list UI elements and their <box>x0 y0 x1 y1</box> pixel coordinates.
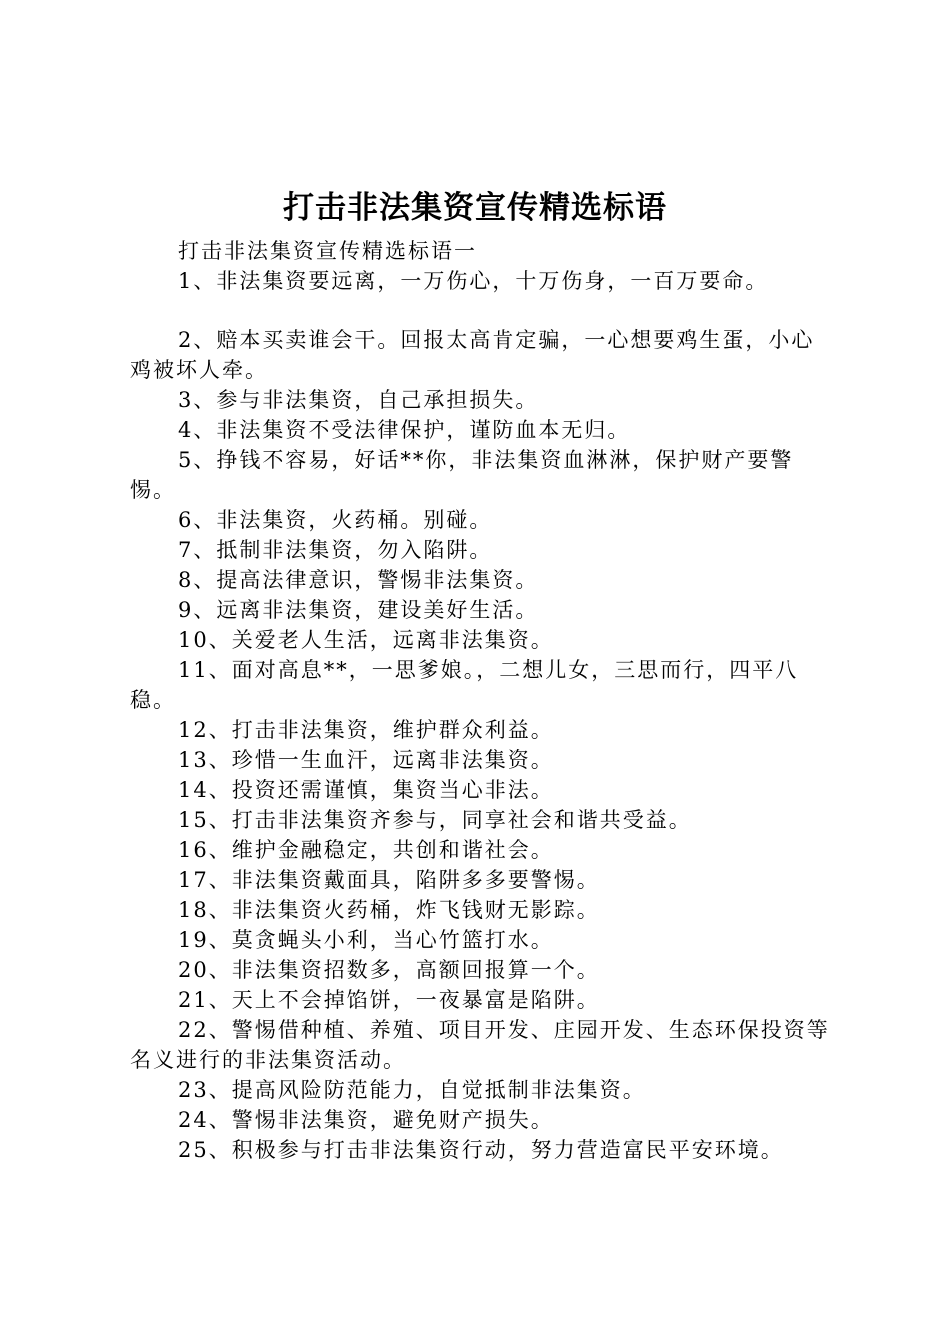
slogan-item: 6、非法集资，火药桶。别碰。 <box>178 508 493 532</box>
slogan-item: 11、面对高息**，一思爹娘。，二想儿女，三思而行，四平八稳。 <box>130 658 799 712</box>
slogan-item: 15、打击非法集资齐参与，同享社会和谐共受益。 <box>178 808 692 832</box>
slogan-item: 22、警惕借种植、养殖、项目开发、庄园开发、生态环保投资等名义进行的非法集资活动。 <box>130 1018 830 1072</box>
document-body <box>130 236 835 1165</box>
paragraph-subtitle: 打击非法集资宣传精选标语一 <box>178 239 477 263</box>
slogan-item: 20、非法集资招数多，高额回报算一个。 <box>178 958 600 982</box>
slogan-item: 14、投资还需谨慎，集资当心非法。 <box>178 778 554 802</box>
document-title: 打击非法集资宣传精选标语 <box>283 190 667 226</box>
slogan-item: 5、挣钱不容易，好话**你，非法集资血淋淋，保护财产要警惕。 <box>130 448 794 502</box>
slogan-item: 21、天上不会掉馅饼，一夜暴富是陷阱。 <box>178 988 600 1012</box>
slogan-item: 13、珍惜一生血汗，远离非法集资。 <box>178 748 554 772</box>
slogan-item: 7、抵制非法集资，勿入陷阱。 <box>178 538 493 562</box>
slogan-item: 12、打击非法集资，维护群众利益。 <box>178 718 554 742</box>
slogan-item: 8、提高法律意识，警惕非法集资。 <box>178 568 539 592</box>
slogan-item: 4、非法集资不受法律保护，谨防血本无归。 <box>178 418 631 442</box>
slogan-item: 10、关爱老人生活，远离非法集资。 <box>178 628 554 652</box>
slogan-item: 2、赔本买卖谁会干。回报太高肯定骗，一心想要鸡生蛋，小心鸡被坏人牵。 <box>130 328 815 382</box>
slogan-item: 16、维护金融稳定，共创和谐社会。 <box>178 838 554 862</box>
slogan-item: 17、非法集资戴面具，陷阱多多要警惕。 <box>178 868 600 892</box>
slogan-item: 3、参与非法集资，自己承担损失。 <box>178 388 539 412</box>
slogan-item: 24、警惕非法集资，避免财产损失。 <box>178 1108 554 1132</box>
slogan-item: 9、远离非法集资，建设美好生活。 <box>178 598 539 622</box>
slogan-item: 23、提高风险防范能力，自觉抵制非法集资。 <box>178 1078 646 1102</box>
slogan-item: 25、积极参与打击非法集资行动，努力营造富民平安环境。 <box>178 1138 784 1162</box>
slogan-item: 1、非法集资要远离，一万伤心，十万伤身，一百万要命。 <box>178 269 769 293</box>
slogan-item: 18、非法集资火药桶，炸飞钱财无影踪。 <box>178 898 600 922</box>
slogan-item: 19、莫贪蝇头小利，当心竹篮打水。 <box>178 928 554 952</box>
